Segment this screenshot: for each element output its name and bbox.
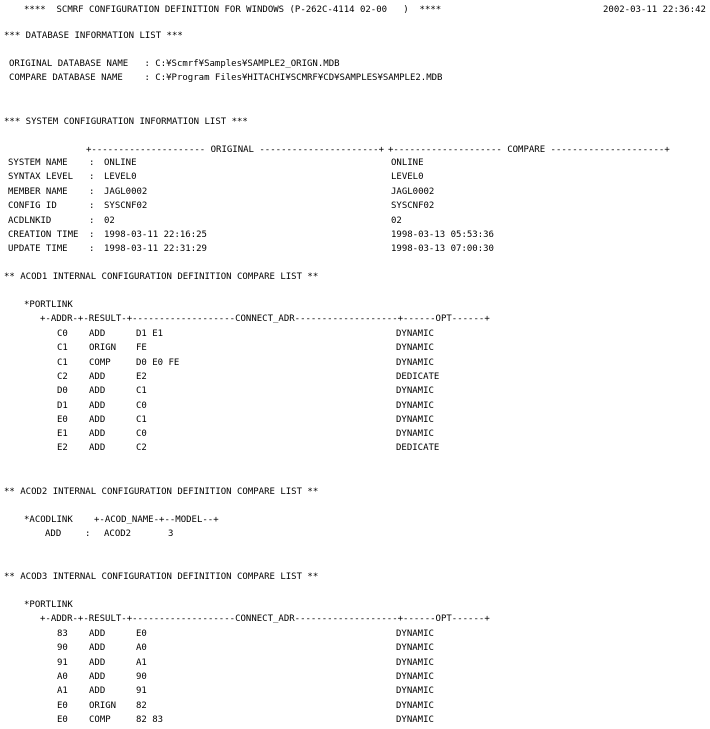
system-row-colon: : xyxy=(89,201,95,212)
acod1-row-connect: E2 xyxy=(136,371,147,382)
system-row-label: UPDATE TIME xyxy=(8,244,68,255)
acod1-row-result: ADD xyxy=(89,386,106,397)
acod1-row-result: ADD xyxy=(89,329,106,339)
original-database-name: ORIGINAL DATABASE NAME : C:¥Scmrf¥Samples¥SAMPLE2_ORIGN.MDB xyxy=(9,59,340,69)
acod1-row-connect: C1 xyxy=(136,414,147,425)
acod3-row-connect: 91 xyxy=(136,686,147,697)
acod1-row-connect: FE xyxy=(136,343,147,354)
acod1-row-connect: D1 E1 xyxy=(136,329,164,339)
acod1-row-addr: C1 xyxy=(57,343,68,354)
acod1-row-result: ADD xyxy=(89,429,106,440)
system-row-colon: : xyxy=(89,215,95,226)
acod1-row-result: ADD xyxy=(89,414,106,425)
acod1-row-result: ADD xyxy=(89,371,106,382)
acod1-row-connect: C1 xyxy=(136,386,147,397)
system-row-compare: LEVEL0 xyxy=(391,172,424,183)
acod2-heading: ** ACOD2 INTERNAL CONFIGURATION DEFINITION COMPARE LIST ** xyxy=(4,487,319,497)
system-row-label: SYSTEM NAME xyxy=(8,158,68,168)
acod1-table-header: +-ADDR-+-RESULT-+-------------------CONNECT_ADR-------------------+------OPT------+ xyxy=(40,314,490,324)
system-row-original: ONLINE xyxy=(104,158,137,168)
acod1-row-opt: DEDICATE xyxy=(396,443,440,454)
acod1-row-addr: E1 xyxy=(57,429,68,440)
compare-database-name: COMPARE DATABASE NAME : C:¥Program Files¥HITACHI¥SCMRF¥CD¥SAMPLES¥SAMPLE2.MDB xyxy=(9,73,443,83)
system-list-heading: *** SYSTEM CONFIGURATION INFORMATION LIST *** xyxy=(4,117,248,127)
system-row-colon: : xyxy=(89,244,95,255)
database-list-heading: *** DATABASE INFORMATION LIST *** xyxy=(4,31,183,41)
acod3-row-connect: 90 xyxy=(136,671,147,682)
acod1-row-addr: C0 xyxy=(57,329,68,339)
acod1-row-opt: DYNAMIC xyxy=(396,343,434,354)
system-row-original: LEVEL0 xyxy=(104,172,137,183)
system-row-colon: : xyxy=(89,230,95,240)
acod3-row-opt: DYNAMIC xyxy=(396,629,434,639)
system-row-compare: JAGL0002 xyxy=(391,186,435,197)
acod3-row-connect: A0 xyxy=(136,643,147,654)
acod3-row-addr: A0 xyxy=(57,671,68,682)
acod1-row-result: ADD xyxy=(89,400,106,411)
acod3-row-opt: DYNAMIC xyxy=(396,643,434,654)
acod1-row-result: ORIGN xyxy=(89,343,117,354)
acod3-row-addr: 90 xyxy=(57,643,68,654)
acod2-row-model: 3 xyxy=(168,529,174,539)
system-row-compare: SYSCNF02 xyxy=(391,201,435,212)
acod3-section-label: *PORTLINK xyxy=(24,600,73,610)
system-row-original: 1998-03-11 22:31:29 xyxy=(104,244,207,255)
system-row-label: SYNTAX LEVEL xyxy=(8,172,74,183)
acod3-row-result: ADD xyxy=(89,671,106,682)
system-row-label: CONFIG ID xyxy=(8,201,57,212)
system-row-original: 1998-03-11 22:16:25 xyxy=(104,230,207,240)
acod3-row-addr: E0 xyxy=(57,714,68,725)
acod1-row-opt: DYNAMIC xyxy=(396,414,434,425)
system-row-label: ACDLNKID xyxy=(8,215,52,226)
acod3-row-addr: 91 xyxy=(57,657,68,668)
acod3-row-addr: 83 xyxy=(57,629,68,639)
acod1-row-opt: DYNAMIC xyxy=(396,400,434,411)
acod3-table-header: +-ADDR-+-RESULT-+-------------------CONNECT_ADR-------------------+------OPT------+ xyxy=(40,614,490,624)
acod3-row-connect: 82 83 xyxy=(136,714,164,725)
acod1-row-addr: E0 xyxy=(57,414,68,425)
acod3-row-opt: DYNAMIC xyxy=(396,671,434,682)
acod3-row-connect: E0 xyxy=(136,629,147,639)
system-row-colon: : xyxy=(89,172,95,183)
acod3-row-connect: A1 xyxy=(136,657,147,668)
system-row-original: JAGL0002 xyxy=(104,186,148,197)
acod1-row-opt: DYNAMIC xyxy=(396,357,434,368)
system-row-compare: ONLINE xyxy=(391,158,424,168)
acod3-row-opt: DYNAMIC xyxy=(396,686,434,697)
acod3-row-addr: A1 xyxy=(57,686,68,697)
system-row-original: SYSCNF02 xyxy=(104,201,148,212)
acod3-row-opt: DYNAMIC xyxy=(396,714,434,725)
acod1-row-opt: DYNAMIC xyxy=(396,429,434,440)
acod1-section-label: *PORTLINK xyxy=(24,300,73,310)
acod3-row-opt: DYNAMIC xyxy=(396,700,434,711)
acod3-row-connect: 82 xyxy=(136,700,147,711)
acod1-row-addr: E2 xyxy=(57,443,68,454)
acod1-row-connect: D0 E0 FE xyxy=(136,357,180,368)
report-timestamp: 2002-03-11 22:36:42 xyxy=(603,5,706,15)
compare-column-header: +-------------------- COMPARE ---------------------+ xyxy=(388,145,670,155)
report-title: **** SCMRF CONFIGURATION DEFINITION FOR WINDOWS (P-262C-4114 02-00 ) **** xyxy=(24,5,442,15)
acod1-row-opt: DYNAMIC xyxy=(396,329,434,339)
acod2-row-name: ACOD2 xyxy=(104,529,132,539)
acod3-row-opt: DYNAMIC xyxy=(396,657,434,668)
acod1-row-result: ADD xyxy=(89,443,106,454)
acod1-row-connect: C0 xyxy=(136,429,147,440)
acod2-section-label: *ACODLINK xyxy=(24,515,73,525)
acod3-heading: ** ACOD3 INTERNAL CONFIGURATION DEFINITION COMPARE LIST ** xyxy=(4,572,319,582)
acod3-row-result: ORIGN xyxy=(89,700,117,711)
system-row-colon: : xyxy=(89,186,95,197)
acod2-table-header: +-ACOD_NAME-+--MODEL--+ xyxy=(94,515,219,525)
acod1-row-connect: C2 xyxy=(136,443,147,454)
acod1-row-addr: C1 xyxy=(57,357,68,368)
acod2-row-separator: : xyxy=(85,529,91,539)
acod3-row-result: ADD xyxy=(89,643,106,654)
acod3-row-result: ADD xyxy=(89,629,106,639)
acod3-row-addr: E0 xyxy=(57,700,68,711)
acod1-row-addr: D0 xyxy=(57,386,68,397)
acod3-row-result: ADD xyxy=(89,657,106,668)
acod1-row-opt: DYNAMIC xyxy=(396,386,434,397)
acod1-row-connect: C0 xyxy=(136,400,147,411)
system-row-original: 02 xyxy=(104,215,115,226)
acod1-row-opt: DEDICATE xyxy=(396,371,440,382)
acod3-row-result: COMP xyxy=(89,714,111,725)
system-row-compare: 1998-03-13 05:53:36 xyxy=(391,230,494,240)
system-row-label: MEMBER NAME xyxy=(8,186,68,197)
system-row-compare: 1998-03-13 07:00:30 xyxy=(391,244,494,255)
acod1-row-addr: D1 xyxy=(57,400,68,411)
system-row-colon: : xyxy=(89,158,95,168)
original-column-header: +--------------------- ORIGINAL ----------------------+ xyxy=(86,145,385,155)
acod1-row-result: COMP xyxy=(89,357,111,368)
system-row-label: CREATION TIME xyxy=(8,230,79,240)
acod1-row-addr: C2 xyxy=(57,371,68,382)
acod3-row-result: ADD xyxy=(89,686,106,697)
acod1-heading: ** ACOD1 INTERNAL CONFIGURATION DEFINITION COMPARE LIST ** xyxy=(4,272,319,282)
system-row-compare: 02 xyxy=(391,215,402,226)
acod2-row-result: ADD xyxy=(45,529,62,539)
